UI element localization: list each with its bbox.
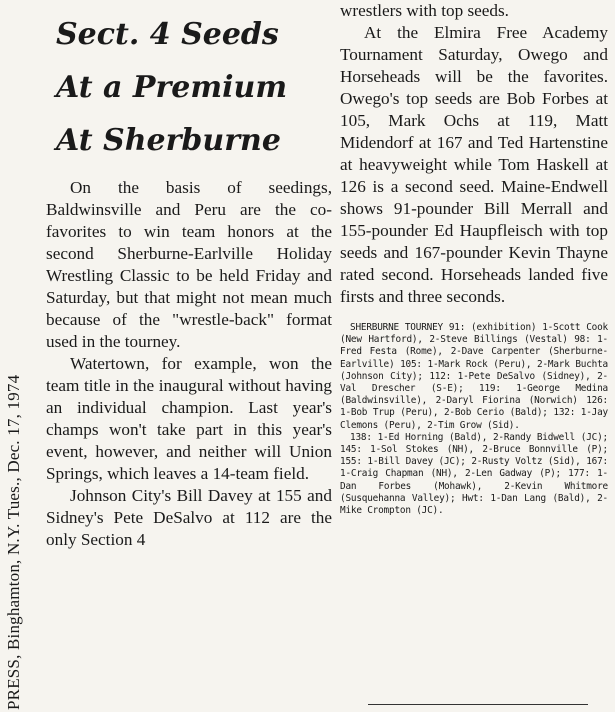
- column-end-rule: [368, 704, 588, 705]
- article-body-left: [46, 177, 332, 551]
- article-paragraph: Watertown, for example, won the team title in the inaugural without having an individual champion. Last year's champs won't take part in this year's event, however, and neither will Union Springs, which leaves a 14-team field.: [46, 354, 332, 483]
- article-body-right: [340, 0, 608, 308]
- headline-line-2: At a Premium: [56, 70, 288, 105]
- article-paragraph: Johnson City's Bill Davey at 155 and Sidney's Pete DeSalvo at 112 are the only Section 4: [46, 486, 332, 549]
- article-paragraph: At the Elmira Free Academy Tournament Saturday, Owego and Horseheads will be the favorites. Owego's top seeds are Bob Forbes at 105, Mark Ochs at 119, Matt Midendorf at 167 and Ted Hartenstine at heavyweight while Tom Haskell at 126 is a second seed. Maine-Endwell shows 91-pounder Bill Merrall and 155-pounder Ed Haupfleisch with top seeds and 167-pounder Kevin Thayne rated second. Horseheads landed five firsts and three seconds.: [340, 23, 608, 306]
- results-paragraph: SHERBURNE TOURNEY 91: (exhibition) 1-Scott Cook (New Hartford), 2-Steve Billings (Vestal) 98: 1-Fred Festa (Rome), 2-Dave Carpenter (Sherburne-Earlville) 105: 1-Mark Rock (Peru), 2-Mark Buchta (Johnson City); 112: 1-Pete DeSalvo (Sidney), 2-Val Drescher (S-E); 119: 1-George Medina (Baldwinsville), 2-Daryl Fiorina (Norwich) 126: 1-Bob Trup (Peru), 2-Bob Cerio (Bald); 132: 1-Jay Clemons (Peru), 2-Tim Grow (Sid).: [340, 322, 608, 431]
- article-continuation: wrestlers with top seeds.: [340, 1, 509, 20]
- left-column: [46, 8, 332, 551]
- headline-line-1: Sect. 4 Seeds: [56, 17, 279, 52]
- headline: [56, 8, 332, 167]
- right-column: [340, 0, 608, 517]
- results-paragraph: 138: 1-Ed Horning (Bald), 2-Randy Bidwell (JC); 145: 1-Sol Stokes (NH), 2-Bruce Bonnville (P); 155: 1-Bill Davey (JC); 2-Rusty Voltz (Sid), 167: 1-Craig Chapman (NH), 2-Len Gadway (P); 177: 1-Dan Forbes (Mohawk), 2-Kevin Whitmore (Susquehanna Valley); Hwt: 1-Dan Lang (Bald), 2-Mike Crompton (JC).: [340, 431, 608, 517]
- tournament-results: [340, 322, 608, 517]
- dateline-text: PRESS, Binghamton, N.Y. Tues., Dec. 17, 1974: [4, 374, 23, 710]
- headline-line-3: At Sherburne: [56, 123, 281, 158]
- article-paragraph: On the basis of seedings, Baldwinsville and Peru are the co-favorites to win team honors at the second Sherburne-Earlville Holiday Wrestling Classic to be held Friday and Saturday, but that might not mean much because of the "wrestle-back" format used in the tourney.: [46, 178, 332, 351]
- page-dateline: [0, 330, 34, 712]
